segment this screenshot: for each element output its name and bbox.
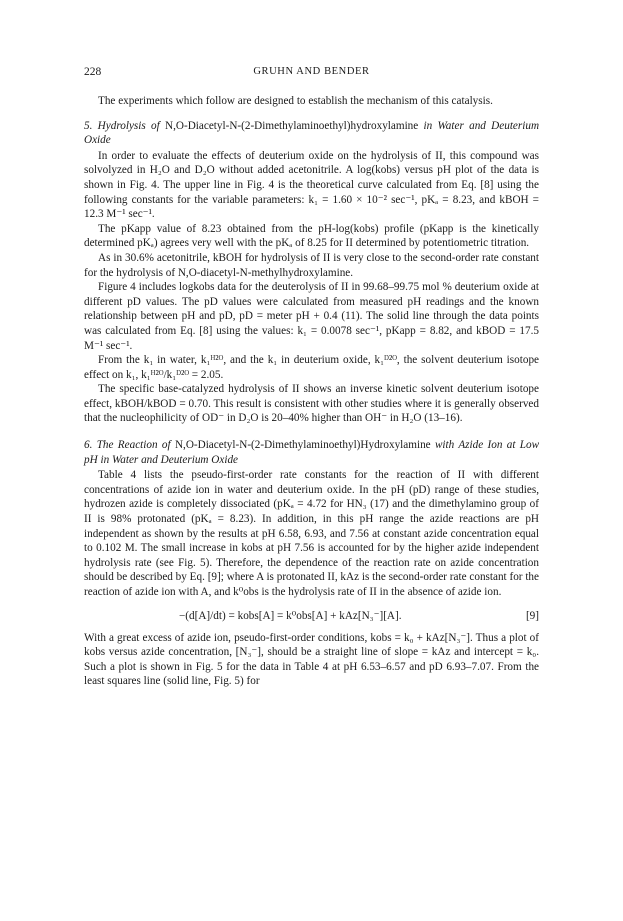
section-6-of: of <box>161 439 171 452</box>
section-6-paragraph: Table 4 lists the pseudo-first-order rate constants for the reaction of II with different concentrations of azide ion in water and deuterium oxide. In the pH (pD) range of these studies, hydrozen azide is completely dissociated (pKₐ = 4.72 for HN₃ (17) and the dimethylamino group of II is 98% protonated (pKₐ = 8.23). In addition, in this pH range the azide reactions are pH independent as shown by the results at pH 6.58, 6.93, and 7.56 at constant azide concentration equal to 0.102 M. The small increase in kobs at pH 7.56 is accounted for by the higher azide independent hydrolysis rate (see Fig. 5). Therefore, the dependence of the reaction rate on azide concentration should be described by Eq. [9]; where A is protonated II, kAz is the second-order rate constant for the reaction of azide ion with A, and k⁰obs is the hydrolysis rate of II in the absence of azide ion. <box>84 469 539 598</box>
section-5-heading <box>84 119 539 148</box>
section-6-number: 6. The Reaction <box>84 439 158 452</box>
section-5-paragraph: As in 30.6% acetonitrile, kBOH for hydrolysis of II is very close to the second-order rate constant for the hydrolysis of N,O-diacetyl-N-methylhydroxylamine. <box>84 251 539 279</box>
running-head-authors: GRUHN AND BENDER <box>253 66 370 77</box>
section-6-heading <box>84 438 539 467</box>
section-5-rest: in Water and Deuterium Oxide <box>84 119 540 147</box>
intro-paragraph: The experiments which follow are designed to establish the mechanism of this catalysis. <box>98 95 493 107</box>
equation-body: −(d[A]/dt) = kobs[A] = k⁰obs[A] + kAz[N₃⁻][A]. <box>179 609 402 622</box>
journal-page <box>84 66 539 689</box>
section-5-paragraph: In order to evaluate the effects of deuterium oxide on the hydrolysis of II, this compound was solvolyzed in H₂O and D₂O without added acetonitrile. A log(kobs) versus pH plot of the data is shown in Fig. 4. The upper line in Fig. 4 is the theoretical curve calculated from Eq. [8] using the following constants for the variable parameters: k₁ = 1.60 × 10⁻² sec⁻¹, pKₐ = 8.23, and kBOH = 12.3 M⁻¹ sec⁻¹. <box>84 149 539 221</box>
section-6-closing-paragraph: With a great excess of azide ion, pseudo-first-order conditions, kobs = k₀ + kAz[N₃⁻]. Thus a plot of kobs versus azide concentration, [N₃⁻], should be a straight line of slope = kAz and intercept = k₀. Such a plot is shown in Fig. 5 for the data in Table 4 at pH 6.53–6.57 and pD 6.93–7.07. From the least squares line (solid line, Fig. 5) for <box>84 631 539 688</box>
section-5-paragraph: The specific base-catalyzed hydrolysis of II shows an inverse kinetic solvent deuterium isotope effect, kBOH/kBOD = 0.70. This result is consistent with other studies where it is generally observed that the nucleophilicity of OD⁻ in D₂O is 20–40% higher than OH⁻ in H₂O (13–16). <box>84 383 539 425</box>
equation-9 <box>84 609 539 624</box>
section-5-paragraph: From the k₁ in water, k₁ᴴ²ᴼ, and the k₁ in deuterium oxide, k₁ᴰ²ᴼ, the solvent deuterium isotope effect on k₁, k₁ᴴ²ᴼ/k₁ᴰ²ᴼ = 2.05. <box>84 354 539 381</box>
section-6-compound: N,O-Diacetyl-N-(2-Dimethylaminoethyl)Hydroxylamine <box>174 439 431 452</box>
page-number: 228 <box>84 66 102 78</box>
section-5-of: of <box>151 119 160 132</box>
equation-number: [9] <box>525 609 539 622</box>
section-5-compound: N,O-Diacetyl-N-(2-Dimethylaminoethyl)hydroxylamine <box>165 119 419 132</box>
running-head <box>84 66 539 84</box>
section-5-number: 5. Hydrolysis <box>84 119 146 132</box>
section-5-paragraph: Figure 4 includes logkobs data for the deuterolysis of II in 99.68–99.75 mol % deuterium oxide at different pD values. The pD values were calculated from measured pH readings and the known relationship between pH and pD, pD = meter pH + 0.4 (11). The solid line through the data points was calculated from Eq. [8] using the values: k₁ = 0.0078 sec⁻¹, pKapp = 8.82, and kBOD = 17.5 M⁻¹ sec⁻¹. <box>84 281 539 352</box>
section-6-rest: with Azide Ion at Low pH in Water and Deuterium Oxide <box>84 439 540 466</box>
section-5-paragraph: The pKapp value of 8.23 obtained from the pH-log(kobs) profile (pKapp is the kinetically determined pKₐ) agrees very well with the pKₐ of 8.25 for II determined by potentiometric titration. <box>84 222 539 250</box>
